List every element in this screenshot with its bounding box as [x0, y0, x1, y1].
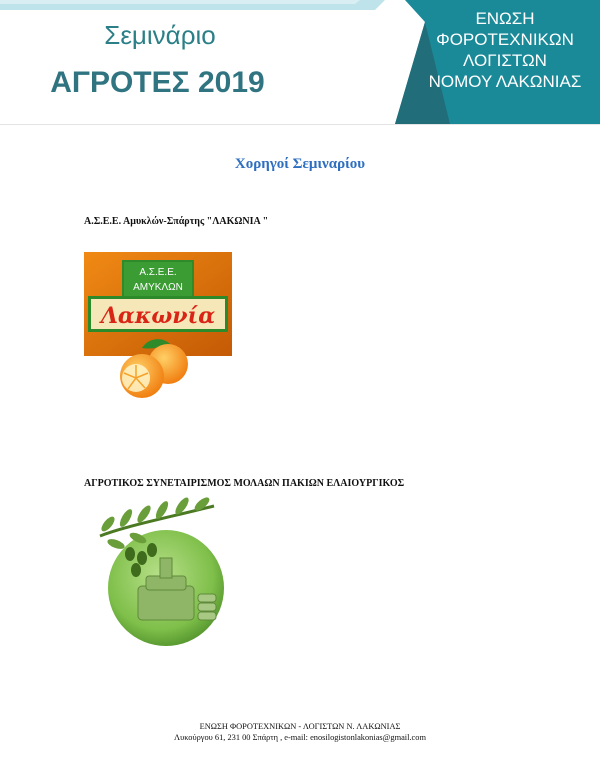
logo-top-text-1: Α.Σ.Ε.Ε. [139, 267, 177, 278]
sponsor-name-laconia: Α.Σ.Ε.Ε. Αμυκλών-Σπάρτης "ΛΑΚΩΝΙΑ " [84, 216, 269, 227]
footer-contact: Λυκούργου 61, 231 00 Σπάρτη , e-mail: enosilogistonlakonias@gmail.com [174, 733, 426, 742]
sponsor-name-molaoi-coop: ΑΓΡΟΤΙΚΟΣ ΣΥΝΕΤΑΙΡΙΣΜΟΣ ΜΟΛΑΩΝ ΠΑΚΙΩΝ ΕΛΑΙΟΥΡΓΙΚΟΣ [84, 478, 405, 489]
logo-brand-text: Λακωνία [100, 303, 216, 329]
seminar-subtitle: ΑΓΡΟΤΕΣ 2019 [50, 66, 265, 99]
document-footer [0, 721, 600, 743]
molaoi-coop-logo [86, 496, 246, 648]
organization-line: ΦΟΡΟΤΕΧΝΙΚΩΝ [436, 30, 574, 49]
footer-organization: ΕΝΩΣΗ ΦΟΡΟΤΕΧΝΙΚΩΝ - ΛΟΓΙΣΤΩΝ Ν. ΛΑΚΩΝΙΑΣ [199, 722, 401, 731]
organization-line: ΛΟΓΙΣΤΩΝ [463, 51, 547, 70]
sponsors-heading: Χορηγοί Σεμιναρίου [234, 156, 366, 172]
organization-line: ΝΟΜΟΥ ΛΑΚΩΝΙΑΣ [428, 72, 582, 91]
laconia-logo [84, 252, 232, 400]
seminar-title: Σεμινάριο [104, 20, 216, 50]
header-divider [0, 124, 600, 125]
organization-name [410, 8, 600, 92]
logo-top-text-2: ΑΜΥΚΛΩΝ [133, 282, 183, 293]
organization-line: ΕΝΩΣΗ [475, 9, 535, 28]
